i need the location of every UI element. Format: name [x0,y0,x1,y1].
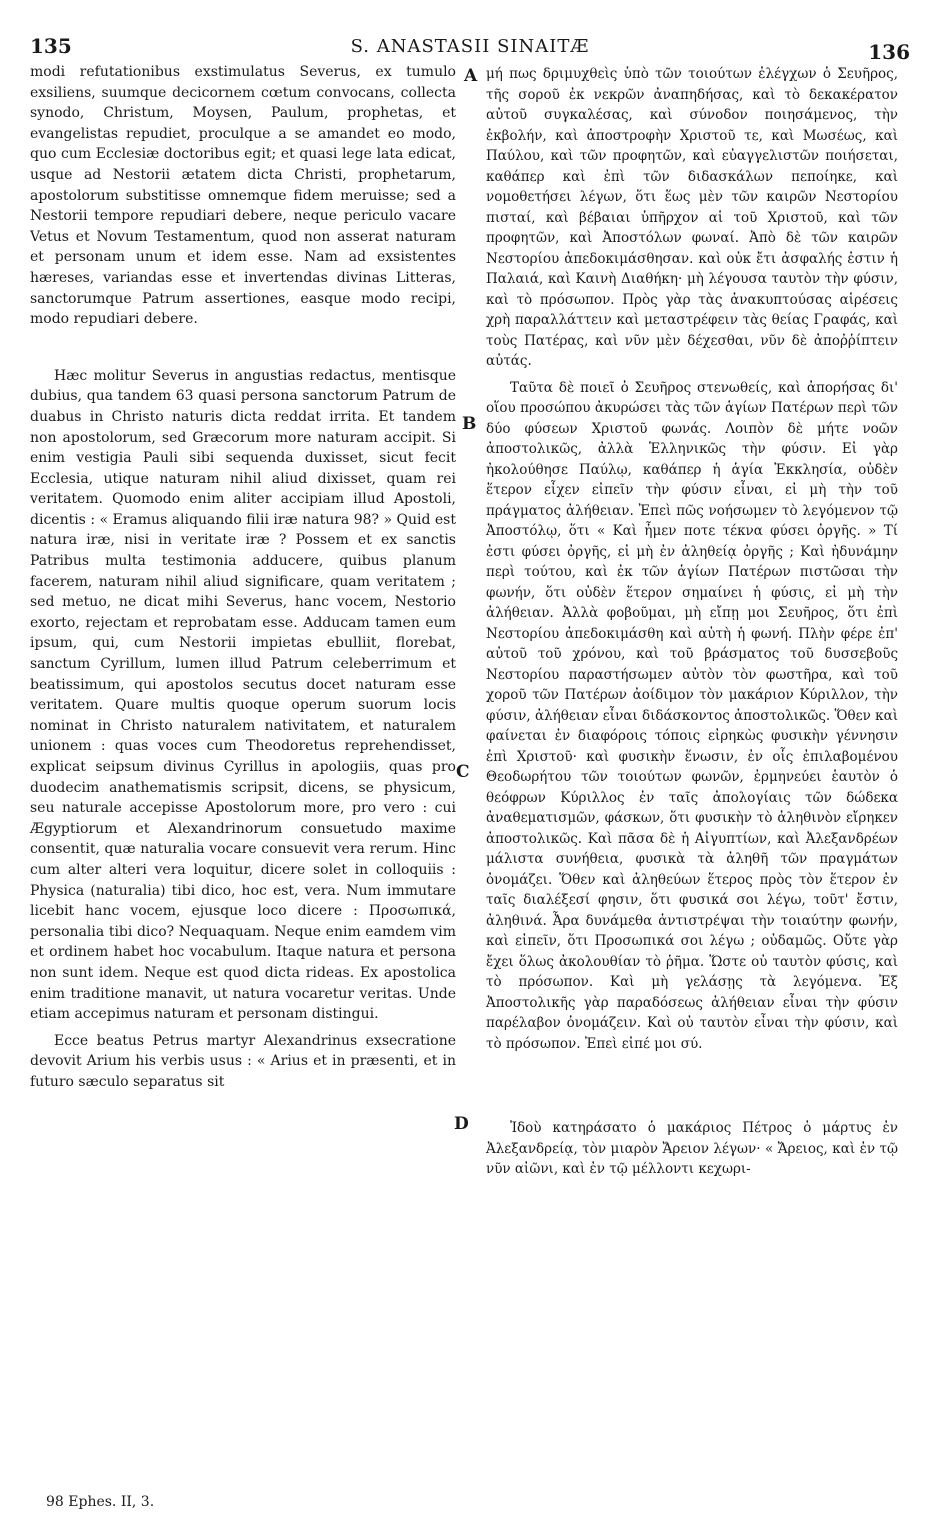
margin-letter-a: A [464,66,478,86]
latin-paragraph-2: Hæc molitur Severus in angustias redactus, mentisque dubius, qua tandem 63 quasi persona sanctorum Patrum de duabus in Christo naturis dicta reddat irrita. Et tandem non apostolorum, sed Græcorum more naturam accipit. Si enim vestigia Pauli sibi sequenda duxisset, sicut fecit Ecclesia, utique naturam nihil aliud dixisset, quam rei veritatem. Quomodo enim aliter accipiam illud Apostoli, dicentis : « Eramus aliquando filii iræ natura 98? » Quid est natura iræ, nisi in veritate iræ ? Possem et ex sanctis Patribus multa testimonia adducere, quibus planum facerem, naturam nihil aliud significare, quam veritatem ; sed metuo, ne dicat mihi Severus, hanc vocem, Nestorio exorto, rejectam et reprobatam esse. Adducam tamen eum ipsum, qui, cum Nestorii impietas ebulliit, florebat, sanctum Cyrillum, lumen illud Patrum celeberrimum et beatissimum, qui apostolos secutus docet naturam esse veritatem. Quare multis quoque operum suorum locis nominat in Christo naturalem nativitatem, et naturalem unionem : quas voces cum Theodoretus reprehendisset, explicat seipsum divinus Cyrillus in apologiis, quas pro duodecim anathematismis scripsit, dicens, se physicum, seu naturale accepisse Apostolorum more, pro vero : cui Ægyptiorum et Alexandrinorum consuetudo maxime consentit, quæ naturalia vocare consuevit vera rerum. Hinc cum alter alteri vera loquitur, dicere solet in colloquiis : Physica (naturalia) tibi dico, hoc est, vera. Num immutare licebit hanc vocem, ejusque loco dicere : Προσωπικά, personalia tibi dico? Nequaquam. Neque enim eamdem vim et ordinem habet hoc vocabulum. Itaque natura et persona non sunt idem. Neque est quod dicta rideas. Ex apostolica enim traditione manavit, ut natura vocaretur veritas. Unde etiam accepimus naturam et personam distingui. [30,367,456,1023]
running-title: S. ANASTASII SINAITÆ [350,36,590,57]
greek-column [486,64,898,1180]
footnote: 98 Ephes. II, 3. [46,1494,155,1510]
latin-paragraph-3: Ecce beatus Petrus martyr Alexandrinus exsecratione devovit Arium his verbis usus : « Arius et in præsenti, et in futuro sæculo separatus sit [30,1032,456,1090]
page-header [30,34,910,62]
latin-column [30,62,456,1093]
page-number-right: 136 [868,40,910,64]
greek-paragraph-3: Ἰδοὺ κατηράσατο ὁ μακάριος Πέτρος ὁ μάρτυς ἐν Ἀλεξανδρείᾳ, τὸν μιαρὸν Ἄρειον λέγων· « Ἄρειος, καὶ ἐν τῷ νῦν αἰῶνι, καὶ ἐν τῷ μέλλοντι κεχωρι- [486,1120,898,1177]
margin-letter-d: D [454,1114,469,1134]
greek-paragraph-2: Ταῦτα δὲ ποιεῖ ὁ Σευῆρος στενωθείς, καὶ ἀπορήσας δι' οἵου προσώπου ἀκυρώσει τὰς τῶν ἁγίων Πατέρων περὶ τῶν δύο φύσεων Χριστοῦ φωνάς. Λοιπὸν δὲ μήτε νοῶν ἀποστολικῶς, ἀλλὰ Ἑλληνικῶς τὴν φύσιν. Εἰ γὰρ ἠκολούθησε Παύλῳ, καθάπερ ἡ ἁγία Ἐκκλησία, οὐδὲν ἕτερον εἶχεν εἰπεῖν τὴν φύσιν εἶναι, εἰ μὴ τὴν τοῦ πράγματος ἀλήθειαν. Ἐπεὶ πῶς νοήσωμεν τὸ λεγόμενον τῷ Ἀποστόλῳ, ὅτι « Καὶ ἦμεν ποτε τέκνα φύσει ὀργῆς. » Τί ἐστι φύσει ὀργῆς, εἰ μὴ ἐν ἀληθείᾳ ὀργῆς ; Καὶ ἠδυνάμην περὶ τούτου, καὶ ἐκ τῶν ἁγίων Πατέρων πιστῶσαι τὴν φωνήν, ὅτι οὐδὲν ἕτερον σημαίνει ἡ φύσις, εἰ μὴ τὴν ἀλήθειαν. Ἀλλὰ φοβοῦμαι, μὴ εἴπῃ μοι Σευῆρος, ὅτι ἐπὶ Νεστορίου ἀπεδοκιμάσθη καὶ αὐτὴ ἡ φωνή. Πλὴν φέρε ἐπ' αὐτοῦ τοῦ χρόνου, καὶ τοῦ βράσματος τοῦ δυσσεβοῦς Νεστορίου παραστήσωμεν αὐτὸν τὸν φωστῆρα, καὶ τοῦ χοροῦ τῶν Πατέρων ἀοίδιμον τὸν μακάριον Κύριλλον, τὴν φύσιν, ἀλήθειαν εἶναι διδάσκοντος ἀποστολικῶς. Ὅθεν καὶ φαίνεται ἐν διαφόροις τόποις εἰρηκὼς φυσικὴν γέννησιν ἐπὶ Χριστοῦ· καὶ φυσικὴν ἕνωσιν, ἐν οἷς ἐπιλαβομένου Θεοδωρήτου τῶν τοιούτων φωνῶν, ἑρμηνεύει ἑαυτὸν ὁ θεόφρων Κύριλλος ἐν ταῖς ἀπολογίαις τῶν δώδεκα ἀναθεματισμῶν, φάσκων, ὅτι φυσικὴν τὸ ἀληθινὸν εἴρηκεν ἀποστολικῶς. Καὶ πᾶσα δὲ ἡ Αἰγυπτίων, καὶ Ἀλεξανδρέων μάλιστα συνήθεια, φυσικὰ τὰ ἀληθῆ τῶν πραγμάτων ὀνομάζει. Ὅθεν καὶ ἀληθεύων ἕτερος πρὸς τὸν ἕτερον ἐν ταῖς διαλέξεσί φησιν, ὅτι φυσικά σοι λέγω, τοῦτ' ἔστιν, ἀληθινά. Ἆρα δυνάμεθα ἀντιστρέψαι τὴν τοιαύτην φωνήν, καὶ εἰπεῖν, ὅτι Προσωπικά σοι λέγω ; οὐδαμῶς. Οὔτε γὰρ ἔχει ὅλως ἀκολουθίαν τὸ ῥῆμα. Ὥστε οὐ ταυτὸν φύσις, καὶ τὸ πρόσωπον. Καὶ μὴ γελάσῃς τὰ λεγόμενα. Ἐξ Ἀποστολικῆς γὰρ παραδόσεως ἀλήθειαν εἶναι τὴν φύσιν παρέλαβον ὀνομάζειν. Καὶ οὐ ταυτὸν εἶναι τὴν φύσιν, καὶ τὸ πρόσωπον. Ἐπεὶ εἰπέ μοι σύ. [486,379,898,1052]
latin-paragraph-1: modi refutationibus exstimulatus Severus, ex tumulo exsiliens, suumque decicornem cœtum convocans, collecta synodo, Christum, Moysen, Paulum, prophetas, et evangelistas repudiet, proculque a se amandet eo modo, quo cum Ecclesiæ doctoribus egit; et quasi lege lata edicat, usque ad Nestorii ætatem dicta Christi, prophetarum, apostolorum substitisse omnemque fidem meruisse; sed a Nestorii tempore repudiari debere, neque periculo vacare Vetus et Novum Testamentum, quod non asserat naturam et personam unum et idem esse. Nam ad exsistentes hæreses, variandas esse et invertendas divinas Litteras, sanctorumque Patrum assertiones, easque modo recipi, modo repudiari debere. [30,64,456,328]
page-number-left: 135 [30,34,72,58]
greek-paragraph-1: μή πως δριμυχθεὶς ὑπὸ τῶν τοιούτων ἐλέγχων ὁ Σευῆρος, τῆς σοροῦ ἐκ νεκρῶν ἀναπηδήσας, καὶ τὸ δεκακέρατον αὐτοῦ συγκαλέσας, καὶ σύνοδον ποιησάμενος, τὴν ἐκβολήν, καὶ ἀποστροφὴν Χριστοῦ τε, καὶ Μωσέως, καὶ Παύλου, καὶ τῶν προφητῶν, καὶ εὐαγγελιστῶν ποιήσεται, καθάπερ καὶ ἐπὶ τῶν διδασκάλων πεποίηκε, καὶ νομοθετήσει λέγων, ὅτι ἕως μὲν τῶν καιρῶν Νεστορίου πισταί, καὶ βέβαιαι ὑπῆρχον αἱ τοῦ Χριστοῦ, καὶ τῶν προφητῶν, καὶ Ἀποστόλων φωναί. Ἀπὸ δὲ τῶν καιρῶν Νεστορίου ἀπεδοκιμάσθησαν. καὶ οὐκ ἔτι ἀσφαλής ἐστιν ἡ Παλαιά, καὶ Καινὴ Διαθήκη· μὴ λέγουσα ταυτὸν τὴν φύσιν, καὶ τὸ πρόσωπον. Πρὸς γὰρ τὰς ἀνακυπτούσας αἱρέσεις χρὴ παραλλάττειν καὶ μεταστρέφειν τὰς θείας Γραφάς, καὶ τοὺς Πατέρας, καὶ νῦν μὲν δέχεσθαι, νῦν δὲ ἀποῤῥίπτειν αὐτάς. [486,66,898,369]
margin-letter-b: B [462,414,477,434]
margin-letter-c: C [456,762,470,782]
